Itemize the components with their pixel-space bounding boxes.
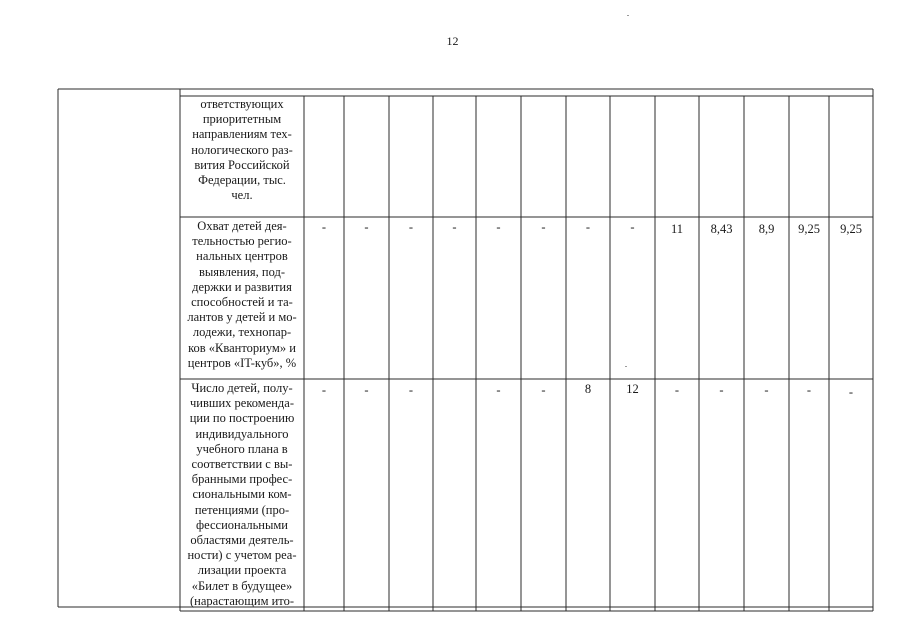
indicator-cell-text: Число детей, полу- чивших рекоменда- ции по построению индивидуального учебного плана в соответствии с вы- бранными профес- сиональными ком- петенциями (про- фессиональными областями деятель- ности) с учетом реа- лизации проекта «Билет в будущее» (нарастающим ито- <box>187 381 297 608</box>
value-cell: - <box>806 383 812 397</box>
value-cell: - <box>496 220 501 234</box>
value-cell: - <box>496 383 501 397</box>
value-cell: - <box>585 220 591 234</box>
value-cell: 12 <box>626 382 639 396</box>
value-cell: 8 <box>584 382 592 396</box>
value-cell: - <box>408 383 414 397</box>
value-cell: - <box>630 220 635 234</box>
value-cell: - <box>674 383 680 397</box>
value-cell: 8,9 <box>758 222 775 236</box>
value-cell: 9,25 <box>798 222 820 236</box>
value-cell: - <box>321 383 327 397</box>
value-cell: - <box>541 220 546 234</box>
page-number: 12 <box>446 34 459 48</box>
value-cell: - <box>364 383 369 397</box>
value-cell: - <box>848 385 854 399</box>
indicator-cell-text: Охват детей дея- тельностью регио- нальных центров выявления, под- держки и развития способностей и та- лантов у детей и мо- лодежи, технопар- ков «Кванториум» и центров «IT-куб», % <box>187 219 297 370</box>
indicator-cell-text: ответствующих приоритетным направлениям тех- нологического раз- вития Российской Федерации, тыс. чел. <box>191 97 293 203</box>
value-cell: - <box>541 383 546 397</box>
value-cell: - <box>764 383 769 397</box>
value-cell: - <box>321 220 327 234</box>
value-cell: 9,25 <box>840 222 862 236</box>
value-cell: 11 <box>670 222 684 236</box>
value-cell: 8,43 <box>710 222 733 236</box>
value-cell: - <box>408 220 414 234</box>
value-cell: - <box>452 220 457 234</box>
value-cell: - <box>364 220 369 234</box>
value-cell: - <box>719 383 724 397</box>
